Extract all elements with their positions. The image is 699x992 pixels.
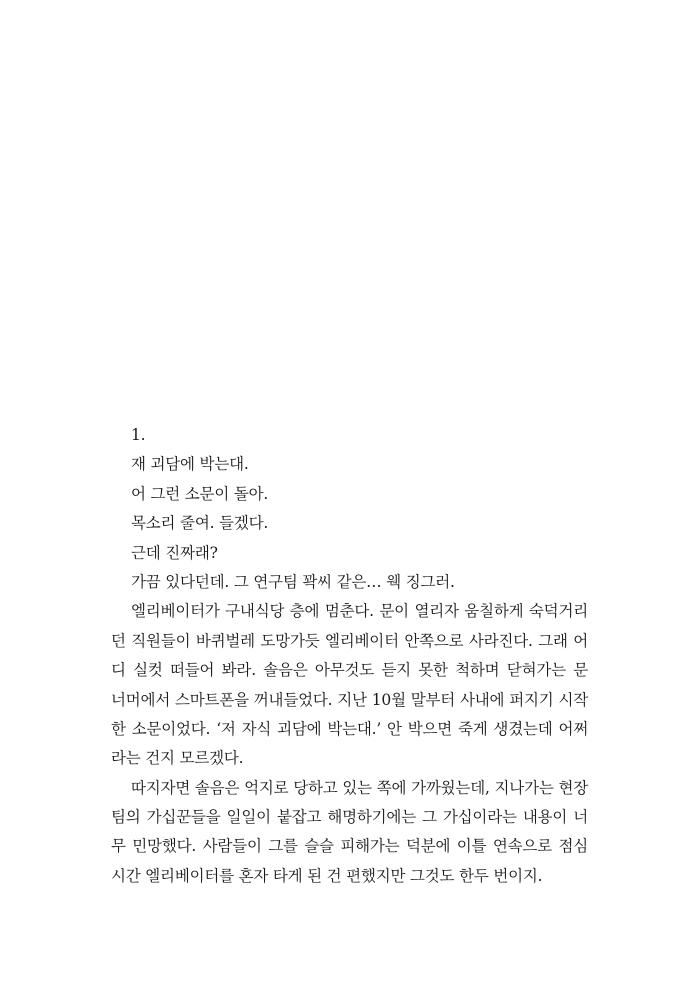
dialogue-line: 목소리 줄여. 들겠다.	[131, 514, 269, 533]
paragraph-line: 무 민망했다. 사람들이 그를 슬슬 피해가는 덕분에 이틀 연속으로 점심	[111, 837, 588, 856]
dialogue-line: 근데 진짜래?	[131, 543, 218, 562]
paragraph-line: 디 실컷 떠들어 봐라. 솔음은 아무것도 듣지 못한 척하며 닫혀가는 문	[111, 661, 588, 680]
paragraph-line: 라는 건지 모르겠다.	[111, 749, 244, 768]
dialogue-line: 어 그런 소문이 돌아.	[131, 484, 269, 503]
paragraph-line: 팀의 가십꾼들을 일일이 붙잡고 해명하기에는 그 가십이라는 내용이 너	[111, 808, 588, 827]
section-number: 1.	[131, 426, 146, 444]
paragraph-line: 엘리베이터가 구내식당 층에 멈춘다. 문이 열리자 움칠하게 숙덕거리	[131, 602, 588, 621]
dialogue-line: 재 괴담에 박는대.	[131, 455, 249, 474]
paragraph-line: 따지자면 솔음은 억지로 당하고 있는 쪽에 가까웠는데, 지나가는 현장	[131, 778, 588, 797]
paragraph-line: 한 소문이었다. ‘저 자식 괴담에 박는대.’ 안 박으면 죽게 생겼는데 어쩌	[111, 719, 588, 738]
paragraph-line: 너머에서 스마트폰을 꺼내들었다. 지난 10월 말부터 사내에 퍼지기 시작	[111, 690, 588, 709]
body-text	[111, 421, 588, 891]
dialogue-line: 가끔 있다던데. 그 연구팀 꽉씨 같은… 웩 징그러.	[131, 572, 455, 591]
paragraph-line: 시간 엘리베이터를 혼자 타게 된 건 편했지만 그것도 한두 번이지.	[111, 866, 543, 885]
paragraph-line: 던 직원들이 바퀴벌레 도망가듯 엘리베이터 안쪽으로 사라진다. 그래 어	[111, 631, 588, 650]
